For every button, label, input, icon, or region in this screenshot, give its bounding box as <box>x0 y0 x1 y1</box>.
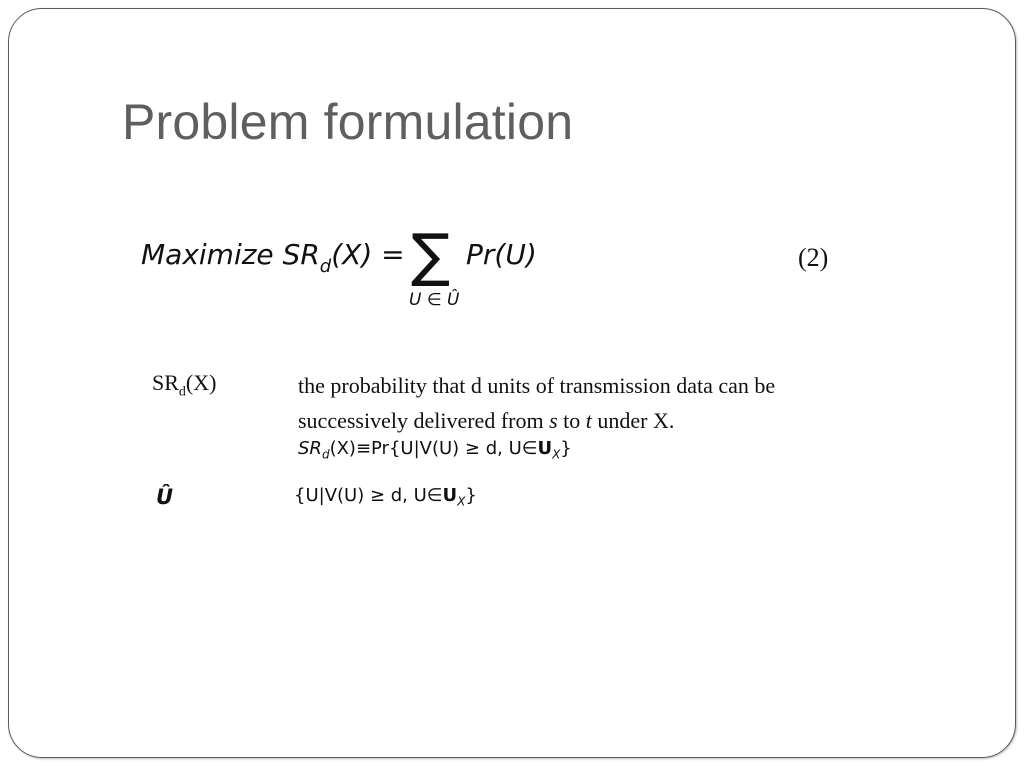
definition-term-sr: $SR_d(X)$ <box>152 370 217 400</box>
equation-left: Maximize SR <box>141 238 320 271</box>
definition-formula-sr: $SR_d(X)\equiv Pr\{U|V(U) \ge d$, $U\in U_X$} <box>298 438 572 462</box>
definition-formula-uhat: {U|V(U) ≥ d, $U\in U_X$} <box>294 485 477 509</box>
summation-limit: U ∈ Û <box>409 290 460 310</box>
definition-description-sr: the probability that d units of transmission data can be successively delivered from s to t under X. <box>298 373 776 433</box>
equation-right: Pr(U) <box>466 238 537 271</box>
equation-left-argument: (X) = <box>331 238 405 271</box>
slide-title: Problem formulation <box>122 94 574 150</box>
slide <box>8 8 1016 758</box>
definition-term-uhat: Û <box>156 485 174 509</box>
summation-symbol: ∑ <box>411 221 451 289</box>
equation-left-subscript: d <box>319 256 332 277</box>
equation-number: (2) <box>798 243 829 272</box>
objective-equation <box>141 221 641 322</box>
